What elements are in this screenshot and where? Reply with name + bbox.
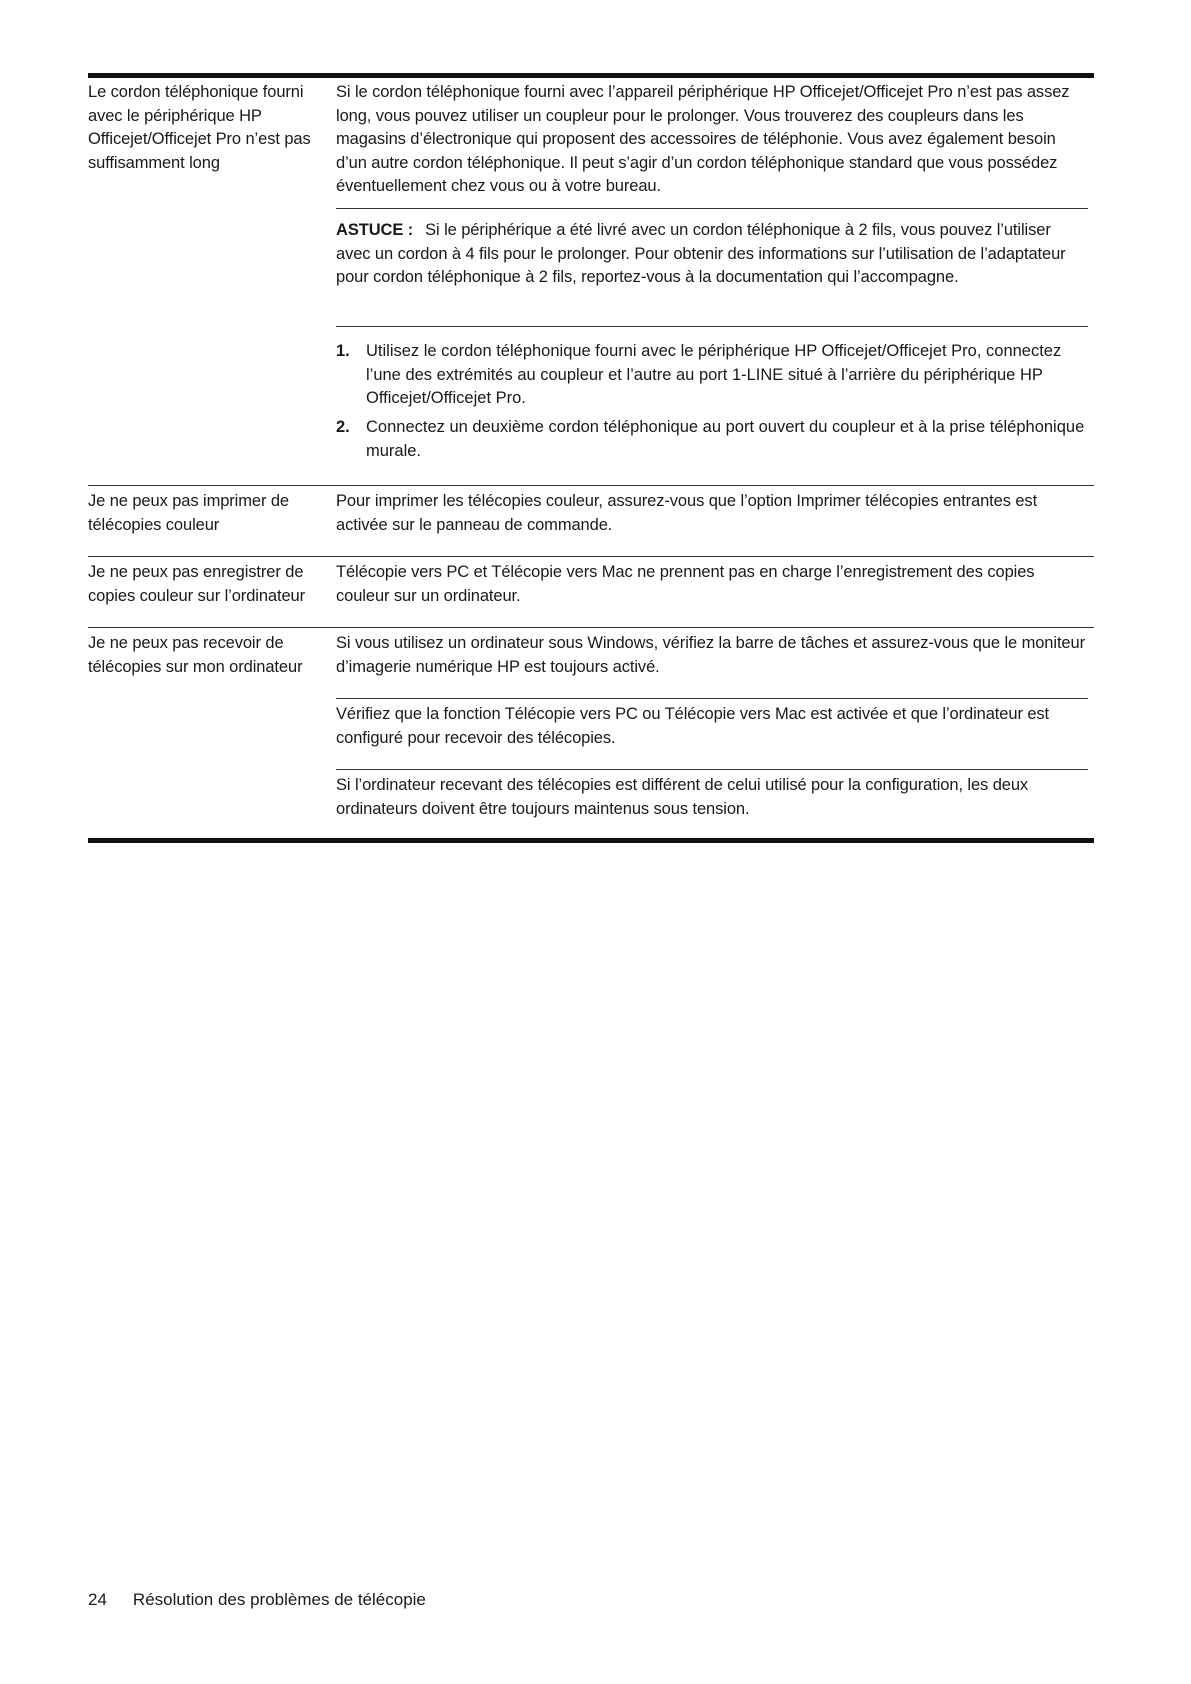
row-divider [88, 556, 1094, 557]
tip-note [336, 219, 1088, 290]
table-top-rule [88, 73, 1094, 78]
solution-cell-receive-on-computer: Si l’ordinateur recevant des télécopies est différent de celui utilisé pour la configuration, les deux ordinateurs doivent être toujours maintenus sous tension. [336, 776, 1029, 818]
row-divider [88, 627, 1094, 628]
problem-cell-short-cord: Le cordon téléphonique fourni avec le périphérique HP Officejet/Officejet Pro n’est pas suffisamment long [88, 83, 311, 172]
step-item [336, 416, 1088, 463]
subrow-divider [336, 326, 1088, 327]
solution-cell-color-fax-print: Pour imprimer les télécopies couleur, assurez-vous que l’option Imprimer télécopies entrantes est activée sur le panneau de commande. [336, 492, 1038, 534]
tip-label: ASTUCE : [336, 221, 414, 239]
solution-cell-receive-on-computer: Vérifiez que la fonction Télécopie vers PC ou Télécopie vers Mac est activée et que l’ordinateur est configuré pour recevoir des télécopies. [336, 705, 1050, 747]
solution-cell-receive-on-computer: Si vous utilisez un ordinateur sous Windows, vérifiez la barre de tâches et assurez-vous que le moniteur d’imagerie numérique HP est toujours activé. [336, 634, 1085, 676]
row-divider [88, 485, 1094, 486]
problem-cell-color-copy-save: Je ne peux pas enregistrer de copies couleur sur l’ordinateur [88, 563, 306, 605]
step-number: 2. [336, 418, 350, 436]
step-number: 1. [336, 342, 350, 360]
step-text: Connectez un deuxième cordon téléphonique au port ouvert du coupleur et à la prise téléphonique murale. [366, 418, 1085, 460]
subrow-divider [336, 698, 1088, 699]
step-item [336, 340, 1088, 411]
table-bottom-rule [88, 838, 1094, 843]
tip-text: Si le périphérique a été livré avec un cordon téléphonique à 2 fils, vous pouvez l’utiliser avec un cordon à 4 fils pour le prolonger. Pour obtenir des informations sur l’utilisation de l’adaptateur pour cordon téléphonique à 2 fils, reportez-vous à la documentation qui l’accompagne. [336, 221, 1066, 286]
page-number: 24 [88, 1590, 107, 1609]
subrow-divider [336, 208, 1088, 209]
subrow-divider [336, 769, 1088, 770]
solution-cell-color-copy-save: Télécopie vers PC et Télécopie vers Mac ne prennent pas en charge l’enregistrement des copies couleur sur un ordinateur. [336, 563, 1035, 605]
step-text: Utilisez le cordon téléphonique fourni avec le périphérique HP Officejet/Officejet Pro, connectez l’une des extrémités au coupleur et l’autre au port 1-LINE situé à l’arrière du périphérique HP Officejet/Officejet Pro. [366, 342, 1062, 407]
solution-cell-short-cord: Si le cordon téléphonique fourni avec l’appareil périphérique HP Officejet/Officejet Pro n’est pas assez long, vous pouvez utiliser un coupleur pour le prolonger. Vous trouverez des coupleurs dans les magasins d’électronique qui proposent des accessoires de téléphonie. Vous avez également besoin d’un autre cordon téléphonique. Il peut s’agir d’un cordon téléphonique standard que vous possédez éventuellement chez vous ou à votre bureau. [336, 83, 1070, 195]
page-footer [88, 1590, 426, 1610]
problem-cell-receive-on-computer: Je ne peux pas recevoir de télécopies sur mon ordinateur [88, 634, 303, 676]
section-title: Résolution des problèmes de télécopie [132, 1590, 426, 1609]
problem-cell-color-fax-print: Je ne peux pas imprimer de télécopies couleur [88, 492, 289, 534]
